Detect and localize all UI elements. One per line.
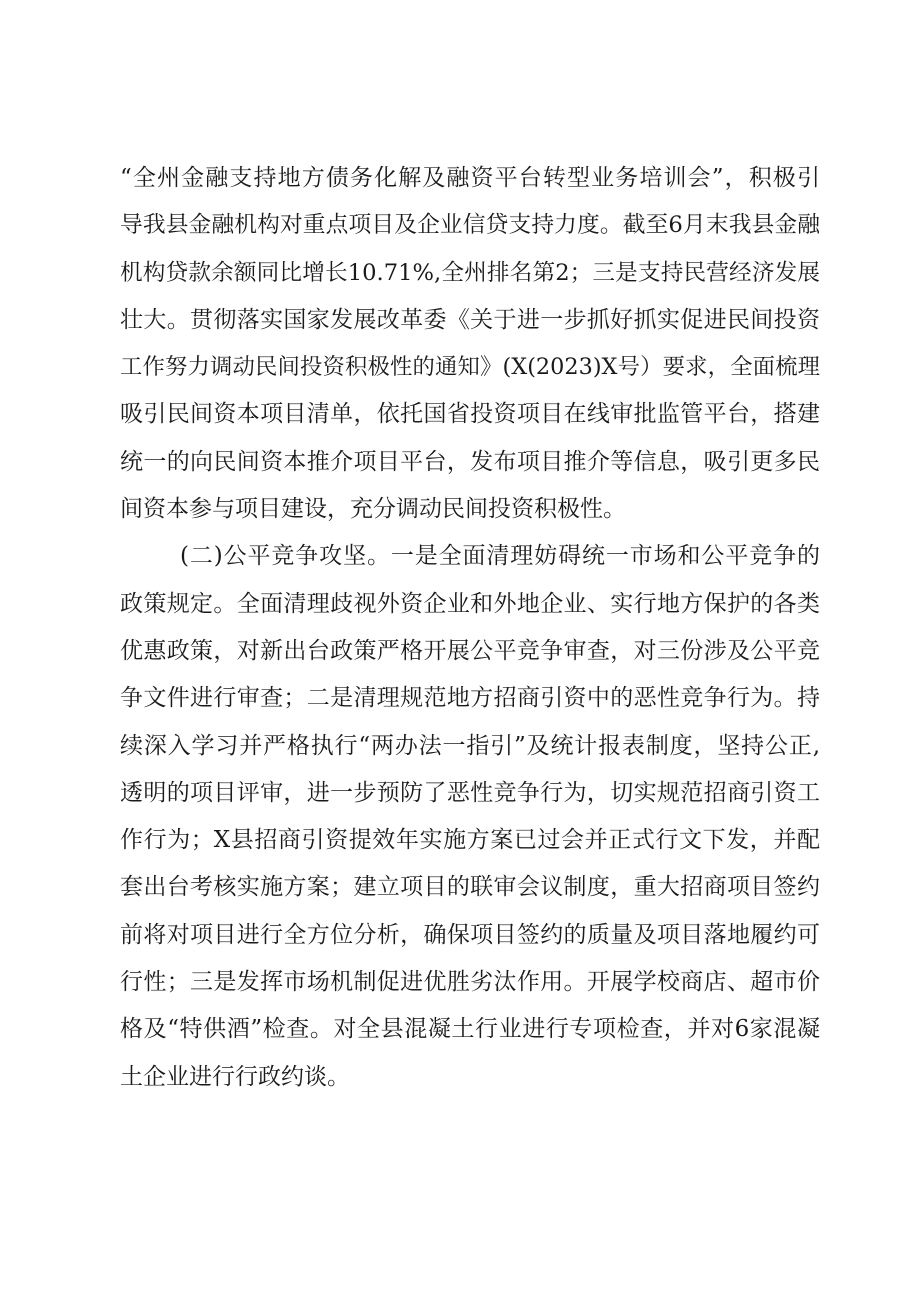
- section-heading-line: (二)公平竞争攻坚。一是全面清理妨碍统一市场和公平竞争的: [180, 543, 820, 570]
- text-line: 套出台考核实施方案；建立项目的联审会议制度，重大招商项目签约: [120, 874, 820, 901]
- text-line: 作行为；X县招商引资提效年实施方案已过会并正式行文下发，并配: [120, 827, 820, 854]
- text-line: 机构贷款余额同比增长10.71%,全州排名第2；三是支持民营经济发展: [120, 259, 820, 286]
- text-line: 工作努力调动民间投资积极性的通知》(X(2023)X号）要求，全面梳理: [120, 354, 820, 381]
- text-line: “全州金融支持地方债务化解及融资平台转型业务培训会”，积极引: [120, 165, 820, 191]
- text-line: 间资本参与项目建设，充分调动民间投资积极性。: [120, 496, 626, 523]
- text-line: 优惠政策，对新出台政策严格开展公平竞争审查，对三份涉及公平竞: [120, 637, 820, 664]
- body-text: [120, 155, 820, 1101]
- text-line: 壮大。贯彻落实国家发展改革委《关于进一步抓好抓实促进民间投资: [120, 306, 820, 333]
- text-line: 政策规定。全面清理歧视外资企业和外地企业、实行地方保护的各类: [120, 590, 820, 617]
- text-line: 前将对项目进行全方位分析，确保项目签约的质量及项目落地履约可: [120, 921, 820, 948]
- text-line: 格及“特供酒”检查。对全县混凝土行业进行专项检查，并对6家混凝: [120, 1016, 820, 1043]
- text-line: 续深入学习并严格执行“两办法一指引”及统计报表制度，坚持公正,: [120, 732, 820, 759]
- paragraph-financial-support: [120, 155, 820, 533]
- text-line: 导我县金融机构对重点项目及企业信贷支持力度。截至6月末我县金融: [120, 212, 820, 239]
- text-line: 争文件进行审查；二是清理规范地方招商引资中的恶性竞争行为。持: [120, 685, 820, 712]
- text-line: 吸引民间资本项目清单，依托国省投资项目在线审批监管平台，搭建: [120, 401, 820, 428]
- text-line: 土企业进行行政约谈。: [120, 1063, 350, 1090]
- text-line: 统一的向民间资本推介项目平台，发布项目推介等信息，吸引更多民: [120, 448, 820, 475]
- paragraph-fair-competition: [120, 533, 820, 1101]
- text-line: 行性；三是发挥市场机制促进优胜劣汰作用。开展学校商店、超市价: [120, 969, 820, 996]
- text-line: 透明的项目评审，进一步预防了恶性竞争行为，切实规范招商引资工: [120, 779, 820, 806]
